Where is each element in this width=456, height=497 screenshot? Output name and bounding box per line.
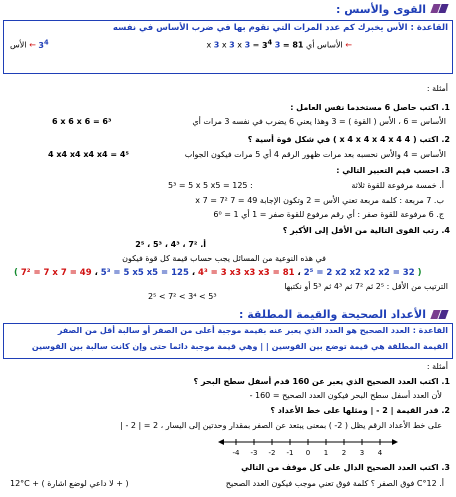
- question-1: 1. اكتب حاصل 6 مستخدما نفس العامل :: [290, 103, 450, 112]
- question-4-order: 2⁵ < 7² < 3⁴ < 5³: [148, 292, 217, 301]
- question-1-equation: 6 x 6 x 6 = 6³: [52, 117, 112, 126]
- question-2-equation: 4 x4 x4 x4 x4 = 4⁵: [48, 150, 129, 159]
- section-title-powers: القوى والأسس :: [335, 3, 426, 16]
- integer-rule: القاعدة : العدد الصحيح هو العدد الذي يعبر عنه بقيمة موجبة أعلى من الصفر أو سالبة أقل من الصفر: [57, 326, 448, 335]
- examples-label-2: أمثلة :: [426, 362, 448, 371]
- question-3: 3. احسب قيم التعبير التالي :: [336, 166, 450, 175]
- number-line-tick-label: 4: [377, 449, 383, 457]
- integer-question-2: 2. قدر القيمة | 2 - | ومثلها على خط الأعداد ؟: [270, 406, 450, 415]
- rule-text: القاعدة : الأس يخبرك كم عدد المرات التي تقوم بها في ضرب الأساس في نفسه: [112, 23, 448, 33]
- number-line-tick-label: -1: [286, 449, 294, 457]
- integer-question-2-answer: على خط الأعداد الرقم يظل ( 2- ) بمعنى يبتعد عن الصفر بمقدار وحدتين إلى اليسار ، 2 = | 2 - |: [120, 421, 442, 430]
- question-4: 4. رتب القوى التالية من الأقل إلى الأكبر ؟: [282, 226, 450, 235]
- exponent-label: الأس ← $3^4$: [10, 38, 49, 50]
- absolute-value-rule: القيمة المطلقة هي قيمة توضع بين القوسين | | وهي قيمة موجبة دائما حتى وإن كانت سالبة بين القوسين: [31, 342, 448, 351]
- question-2-answer: الأساس = 4 والأس نحسبه بعد مرات ظهور الرقم 4 أي 5 مرات فيكون الجواب: [184, 150, 446, 159]
- integer-question-3a: أ. 12°C فوق الصفر ؟ كلمة فوق تعني موجب فيكون العدد الصحيح: [225, 479, 444, 488]
- number-line-tick-label: 2: [341, 449, 347, 457]
- title-decoration-icon: [432, 310, 454, 320]
- number-line-tick-label: 3: [359, 449, 365, 457]
- rule-box-powers: [3, 20, 453, 74]
- examples-label-1: أمثلة :: [426, 84, 448, 93]
- question-3a: أ. خمسة مرفوعة للقوة ثلاثة: [351, 181, 444, 190]
- number-line-tick-label: 1: [323, 449, 329, 457]
- integer-question-1-answer: لأن العدد أسفل سطح البحر فيكون العدد الصحيح = 160 -: [249, 391, 442, 400]
- rule-box-integers: [3, 323, 453, 359]
- number-line-tick-label: -2: [268, 449, 276, 457]
- integer-question-3a-equation: 12°C + ( لا داعي لوضع اشارة + ): [10, 479, 129, 488]
- question-3b: ب. 7 مربعة : كلمة مربعة تعني الأس = 2 وتكون الإجابة 49 = 7 x 7 = 7²: [195, 196, 444, 205]
- integer-question-1: 1. اكتب العدد الصحيح الذي يعبر عن 160 قدم أسفل سطح البحر ؟: [193, 377, 450, 386]
- question-4-order-label: الترتيب من الأقل : 2⁵ ثم 7² ثم 4³ ثم 5³ أو نكتبها: [284, 282, 448, 291]
- question-1-answer: الأساس = 6 ، الأس ( القوة ) = 3 وهذا يعني 6 يضرب في نفسه 3 مرات أي: [192, 117, 446, 126]
- arrow-right-icon: [392, 439, 398, 445]
- question-3a-equation: 5³ = 5 x 5 x5 = 125 :: [168, 181, 253, 190]
- question-4-list: أ. 7² ، 4³ ، 5³ ، 2⁵: [135, 240, 206, 249]
- integer-question-3: 3. اكتب العدد الصحيح الدال على كل موقف من التالي: [241, 463, 450, 472]
- number-line-tick-label: -3: [250, 449, 258, 457]
- question-4-values: ( 7² = 7 x 7 = 49 ، 5³ = 5 x5 x5 = 125 ، 4³ = 3 x3 x3 x3 = 81 ، 2⁵ = 2 x2 x2 x2 x2 = 32 ): [14, 268, 422, 278]
- question-2: 2. اكتب ( 4 x 4 x 4 x 4 x 4 ) في شكل قوة أسية ؟: [247, 135, 450, 144]
- question-4-note: في هذه النوعية من المسائل يجب حساب قيمة كل قوة فيكون: [122, 254, 326, 263]
- title-decoration-icon: [432, 4, 454, 14]
- section-title-integers: الأعداد الصحيحة والقيمة المطلقة :: [239, 308, 426, 321]
- question-3c: ج. 6 مرفوعة للقوة صفر : أي رقم مرفوع للقوة صفر = 1 أي 1 = 6⁰: [213, 210, 444, 219]
- base-sentence: ← الأساس أي 81 = 3 x 3 x 3 x $3 = 3^4$: [206, 38, 352, 50]
- arrow-left-icon: [218, 439, 224, 445]
- number-line-tick-label: 0: [305, 449, 311, 457]
- number-line-tick-label: -4: [232, 449, 240, 457]
- number-line: [218, 434, 398, 458]
